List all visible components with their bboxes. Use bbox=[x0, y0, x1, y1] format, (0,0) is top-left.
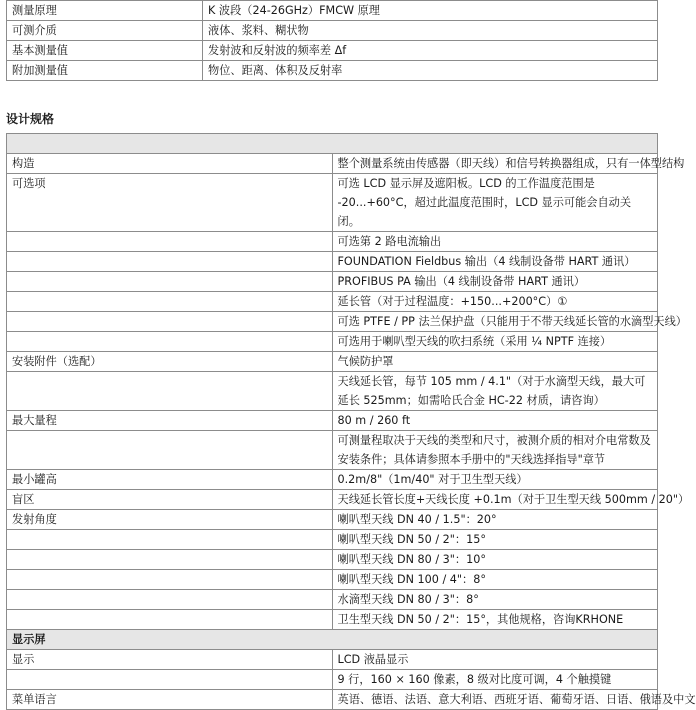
row-label bbox=[7, 272, 333, 292]
row-value: 天线延长管长度+天线长度 +0.1m（对于卫生型天线 500mm / 20"） bbox=[332, 490, 658, 510]
row-value: 可测量程取决于天线的类型和尺寸，被测介质的相对介电常数及安装条件；具体请参照本手册中的"天线选择指导"章节 bbox=[332, 431, 658, 470]
group-label: 显示屏 bbox=[7, 630, 658, 650]
table-row bbox=[7, 232, 658, 252]
row-value: K 波段（24-26GHz）FMCW 原理 bbox=[203, 1, 658, 21]
table-row bbox=[7, 510, 658, 530]
row-label: 可测介质 bbox=[7, 21, 203, 41]
table-row bbox=[7, 670, 658, 690]
row-value: 气候防护罩 bbox=[332, 352, 658, 372]
row-value: 可选 PTFE / PP 法兰保护盘（只能用于不带天线延长管的水滴型天线） bbox=[332, 312, 658, 332]
row-label: 菜单语言 bbox=[7, 690, 333, 710]
row-value: 可选用于喇叭型天线的吹扫系统（采用 ¼ NPTF 连接） bbox=[332, 332, 658, 352]
table-row bbox=[7, 1, 658, 21]
table-row bbox=[7, 154, 658, 174]
table-row bbox=[7, 490, 658, 510]
row-value: 喇叭型天线 DN 40 / 1.5"：20° bbox=[332, 510, 658, 530]
row-label bbox=[7, 312, 333, 332]
row-value: 发射波和反射波的频率差 Δf bbox=[203, 41, 658, 61]
row-label bbox=[7, 550, 333, 570]
row-label bbox=[7, 332, 333, 352]
row-label bbox=[7, 252, 333, 272]
row-label: 最大量程 bbox=[7, 411, 333, 431]
row-value: 延长管（对于过程温度：+150...+200°C）① bbox=[332, 292, 658, 312]
table-row bbox=[7, 550, 658, 570]
row-value: 喇叭型天线 DN 100 / 4"：8° bbox=[332, 570, 658, 590]
row-label bbox=[7, 610, 333, 630]
row-label: 显示 bbox=[7, 650, 333, 670]
measurement-table bbox=[6, 0, 658, 81]
table-row bbox=[7, 61, 658, 81]
row-label bbox=[7, 292, 333, 312]
table-row bbox=[7, 21, 658, 41]
row-label: 发射角度 bbox=[7, 510, 333, 530]
table-row bbox=[7, 372, 658, 411]
row-label: 安装附件（选配） bbox=[7, 352, 333, 372]
row-label: 附加测量值 bbox=[7, 61, 203, 81]
section-title: 设计规格 bbox=[6, 112, 55, 126]
table-row bbox=[7, 690, 658, 710]
row-value: 0.2m/8"（1m/40" 对于卫生型天线） bbox=[332, 470, 658, 490]
table-row bbox=[7, 332, 658, 352]
row-value: 液体、浆料、糊状物 bbox=[203, 21, 658, 41]
row-label: 最小罐高 bbox=[7, 470, 333, 490]
row-value: 英语、德语、法语、意大利语、西班牙语、葡萄牙语、日语、俄语及中文 bbox=[332, 690, 658, 710]
group-row-design bbox=[7, 134, 658, 154]
row-value: 喇叭型天线 DN 80 / 3"：10° bbox=[332, 550, 658, 570]
row-value: 喇叭型天线 DN 50 / 2"：15° bbox=[332, 530, 658, 550]
row-label bbox=[7, 372, 333, 411]
group-label bbox=[7, 134, 658, 154]
row-value: 卫生型天线 DN 50 / 2"：15°，其他规格，咨询KRHONE bbox=[332, 610, 658, 630]
row-label: 盲区 bbox=[7, 490, 333, 510]
table-row bbox=[7, 272, 658, 292]
row-value: 物位、距离、体积及反射率 bbox=[203, 61, 658, 81]
row-value: 可选第 2 路电流输出 bbox=[332, 232, 658, 252]
table-row bbox=[7, 470, 658, 490]
table-row bbox=[7, 411, 658, 431]
row-value: 整个测量系统由传感器（即天线）和信号转换器组成，只有一体型结构 bbox=[332, 154, 658, 174]
table-row bbox=[7, 252, 658, 272]
row-label bbox=[7, 530, 333, 550]
table-row bbox=[7, 590, 658, 610]
row-label: 测量原理 bbox=[7, 1, 203, 21]
row-value: PROFIBUS PA 输出（4 线制设备带 HART 通讯） bbox=[332, 272, 658, 292]
row-value: LCD 液晶显示 bbox=[332, 650, 658, 670]
row-value: 水滴型天线 DN 80 / 3"：8° bbox=[332, 590, 658, 610]
row-label bbox=[7, 590, 333, 610]
row-value: 9 行，160 × 160 像素，8 级对比度可调，4 个触摸键 bbox=[332, 670, 658, 690]
row-label bbox=[7, 431, 333, 470]
table-row bbox=[7, 41, 658, 61]
table-row bbox=[7, 292, 658, 312]
table-row bbox=[7, 431, 658, 470]
table-row bbox=[7, 352, 658, 372]
row-label: 可选项 bbox=[7, 174, 333, 232]
row-label: 构造 bbox=[7, 154, 333, 174]
row-label bbox=[7, 232, 333, 252]
table-row bbox=[7, 530, 658, 550]
row-value: FOUNDATION Fieldbus 输出（4 线制设备带 HART 通讯） bbox=[332, 252, 658, 272]
row-label: 基本测量值 bbox=[7, 41, 203, 61]
row-value: 可选 LCD 显示屏及遮阳板。LCD 的工作温度范围是 -20...+60°C，超过此温度范围时，LCD 显示可能会自动关闭。 bbox=[332, 174, 658, 232]
row-label bbox=[7, 670, 333, 690]
group-row-display bbox=[7, 630, 658, 650]
spec-sheet bbox=[6, 0, 696, 710]
table-row bbox=[7, 650, 658, 670]
row-value: 天线延长管，每节 105 mm / 4.1"（对于水滴型天线，最大可延长 525mm；如需哈氏合金 HC-22 材质，请咨询） bbox=[332, 372, 658, 411]
row-label bbox=[7, 570, 333, 590]
row-value: 80 m / 260 ft bbox=[332, 411, 658, 431]
table-row bbox=[7, 174, 658, 232]
table-row bbox=[7, 610, 658, 630]
table-row bbox=[7, 570, 658, 590]
table-row bbox=[7, 312, 658, 332]
design-spec-table bbox=[6, 133, 696, 710]
